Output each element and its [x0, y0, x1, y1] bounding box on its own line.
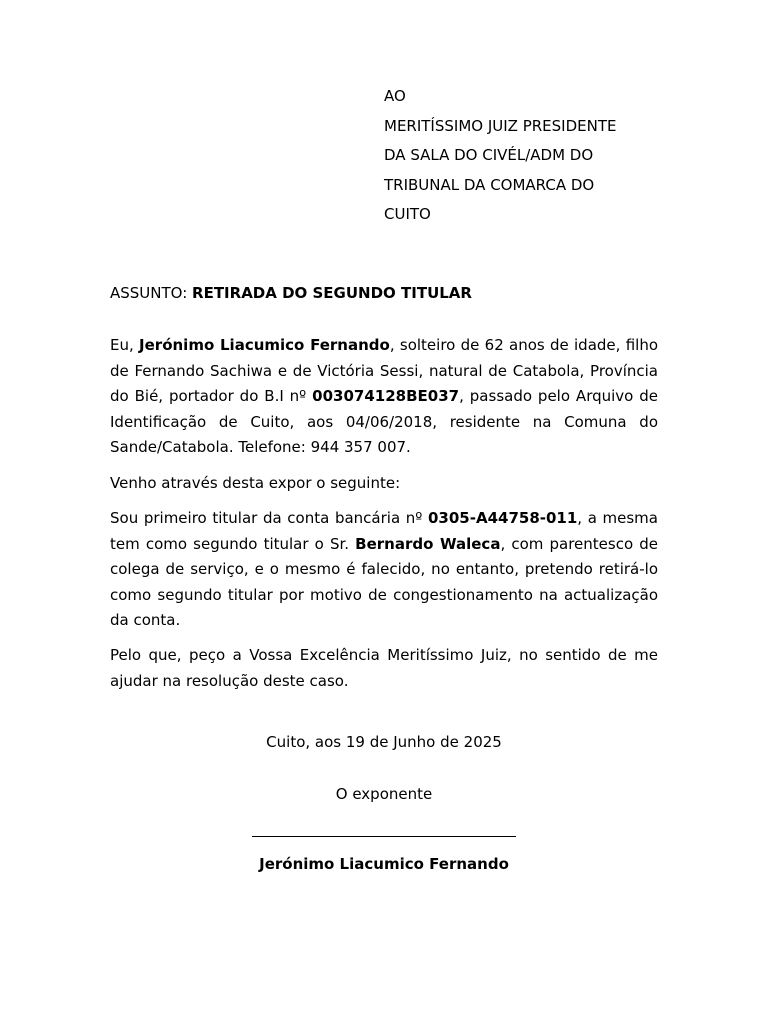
addressee-block [384, 82, 704, 230]
paragraph-text: , com parentesco de colega de serviço, e o mesmo é falecido, no entanto, pretendo retirá-lo como segundo titular por motivo de congestionamento na actualização da conta. [110, 534, 658, 629]
paragraph-text: Sou primeiro titular da conta bancária nº [110, 509, 428, 527]
paragraph-text: , solteiro de 62 anos de idade, filho de Fernando Sachiwa e de Victória Sessi, natural de Catabola, Província do Bié, portador do B.I nº [110, 336, 658, 405]
paragraph-text: , a mesma tem como segundo titular o Sr. [110, 509, 658, 553]
addressee-line: TRIBUNAL DA COMARCA DO [384, 175, 595, 194]
paragraph-text: , passado pelo Arquivo de Identificação de Cuito, aos 04/06/2018, residente na Comuna do Sande/Catabola. Telefone: 944 357 007. [110, 387, 658, 456]
subject-label: ASSUNTO: [110, 284, 193, 302]
subject-value: RETIRADA DO SEGUNDO TITULAR [192, 284, 472, 302]
addressee-line: MERITÍSSIMO JUIZ PRESIDENTE [384, 116, 617, 135]
account-number: 0305-A44758-011 [427, 509, 578, 527]
applicant-name: Jerónimo Liacumico Fernando [139, 336, 390, 354]
addressee-line: DA SALA DO CIVÉL/ADM DO [384, 146, 594, 164]
request-paragraph [110, 506, 658, 634]
identification-paragraph [110, 333, 658, 461]
paragraph-text: Eu, [110, 336, 140, 354]
addressee-line: CUITO [384, 205, 431, 223]
exponent-label: O exponente [335, 785, 433, 803]
addressee-line: AO [384, 87, 406, 105]
signature-line [252, 836, 516, 837]
closing-paragraph: Pelo que, peço a Vossa Excelência Meritíssimo Juiz, no sentido de me ajudar na resolução deste caso. [110, 646, 658, 690]
signature-name: Jerónimo Liacumico Fernando [259, 855, 509, 873]
place-date: Cuito, aos 19 de Junho de 2025 [266, 733, 502, 751]
intro-paragraph: Venho através desta expor o seguinte: [110, 474, 401, 492]
subject-line [110, 281, 472, 305]
second-holder-name: Bernardo Waleca [355, 534, 501, 553]
bi-number: 003074128BE037 [312, 387, 460, 405]
